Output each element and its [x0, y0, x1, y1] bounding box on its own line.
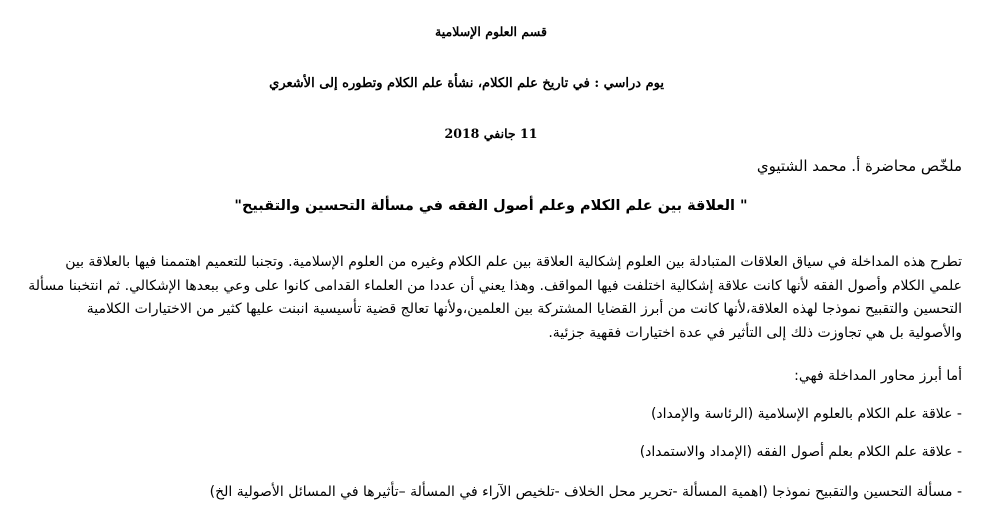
paragraph-line: تطرح هذه المداخلة في سياق العلاقات المتبادلة بين العلوم إشكالية العلاقة بين علم الكلام وغيره من العلوم الإسلامية. وتجنبا للتعميم اهتممنا فيها بالعلاقة بين	[65, 254, 962, 270]
axis-item: - علاقة علم الكلام بالعلوم الإسلامية (الرئاسة والإمداد)	[650, 406, 962, 422]
axis-item: - علاقة علم الكلام بعلم أصول الفقه (الإمداد والاستمداد)	[639, 444, 962, 460]
event-date: 11 جانفي 2018	[444, 126, 538, 141]
axes-intro: أما أبرز محاور المداخلة فهي:	[794, 368, 962, 384]
lecture-summary-byline: ملخّص محاضرة أ. محمد الشتيوي	[756, 157, 962, 175]
department-heading: قسم العلوم الإسلامية	[435, 24, 547, 39]
paragraph-line: التحسين والتقبيح نموذجا لهذه العلاقة،لأنها كانت من أبرز القضايا المشتركة بين العلمين،ولأنها تعالج قضية تأسيسية انبنت عليها كثير من الاختيارات الكلامية	[86, 301, 962, 317]
axis-item: - مسألة التحسين والتقبيح نموذجا (اهمية المسألة -تحرير محل الخلاف -تلخيص الآراء في المسألة –تأثيرها في المسائل الأصولية الخ)	[209, 484, 962, 500]
lecture-title: " العلاقة بين علم الكلام وعلم أصول الفقه في مسألة التحسين والتقبيح"	[234, 198, 748, 214]
paragraph-line: والأصولية بل هي تجاوزت ذلك إلى التأثير في عدة اختيارات فقهية جزئية.	[548, 324, 962, 341]
event-heading: يوم دراسي : في تاريخ علم الكلام، نشأة علم الكلام وتطوره إلى الأشعري	[269, 76, 664, 91]
paragraph-line: علمي الكلام وأصول الفقه لأنها كانت علاقة إشكالية اختلفت فيها المواقف. وهذا يعني أن عددا من العلماء القدامى كانوا على وعي ببعدها الإشكالي. ثم انتخبنا مسألة	[28, 277, 962, 294]
abstract-paragraph	[20, 251, 962, 345]
